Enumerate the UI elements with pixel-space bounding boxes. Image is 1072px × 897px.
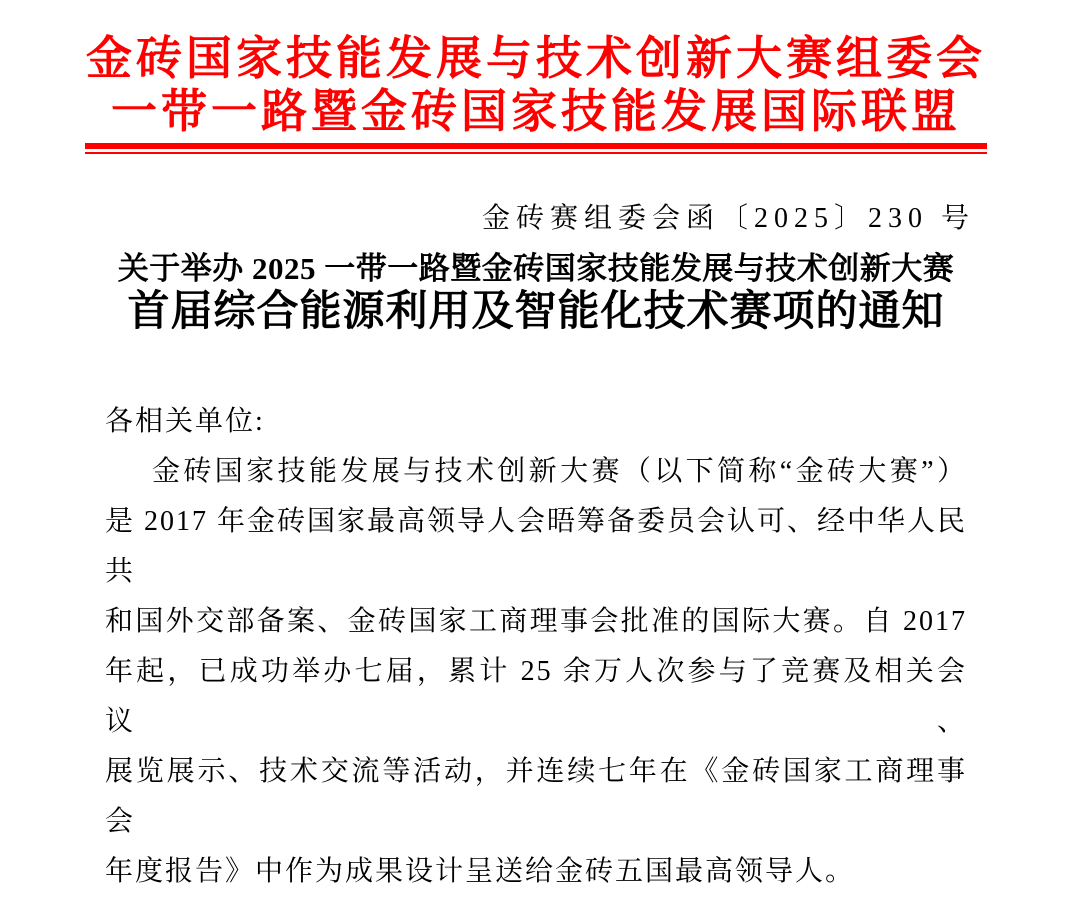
letterhead-rule-thin bbox=[85, 152, 987, 154]
letterhead-line-1: 金砖国家技能发展与技术创新大赛组委会 bbox=[86, 33, 986, 84]
salutation: 各相关单位: bbox=[105, 406, 265, 437]
body-line: 和国外交部备案、金砖国家工商理事会批准的国际大赛。自 2017 bbox=[105, 606, 967, 637]
document-number: 金砖赛组委会函〔2025〕230 号 bbox=[481, 203, 975, 234]
notice-title-line-2: 首届综合能源利用及智能化技术赛项的通知 bbox=[127, 289, 945, 335]
notice-body bbox=[105, 397, 967, 897]
body-line: 展览展示、技术交流等活动，并连续七年在《金砖国家工商理事会 bbox=[105, 756, 967, 837]
body-line: 金砖国家技能发展与技术创新大赛（以下简称“金砖大赛”） bbox=[152, 456, 967, 487]
body-line: 年起，已成功举办七届，累计 25 余万人次参与了竞赛及相关会议、 bbox=[105, 656, 967, 737]
letterhead-rule-thick bbox=[85, 143, 987, 149]
body-line: 是 2017 年金砖国家最高领导人会晤筹备委员会认可、经中华人民共 bbox=[105, 506, 968, 587]
notice-title-line-1: 关于举办 2025 一带一路暨金砖国家技能发展与技术创新大赛 bbox=[117, 251, 955, 286]
letterhead bbox=[85, 0, 987, 154]
body-line: 年度报告》中作为成果设计呈送给金砖五国最高领导人。 bbox=[105, 856, 856, 887]
letterhead-line-2: 一带一路暨金砖国家技能发展国际联盟 bbox=[111, 86, 961, 137]
